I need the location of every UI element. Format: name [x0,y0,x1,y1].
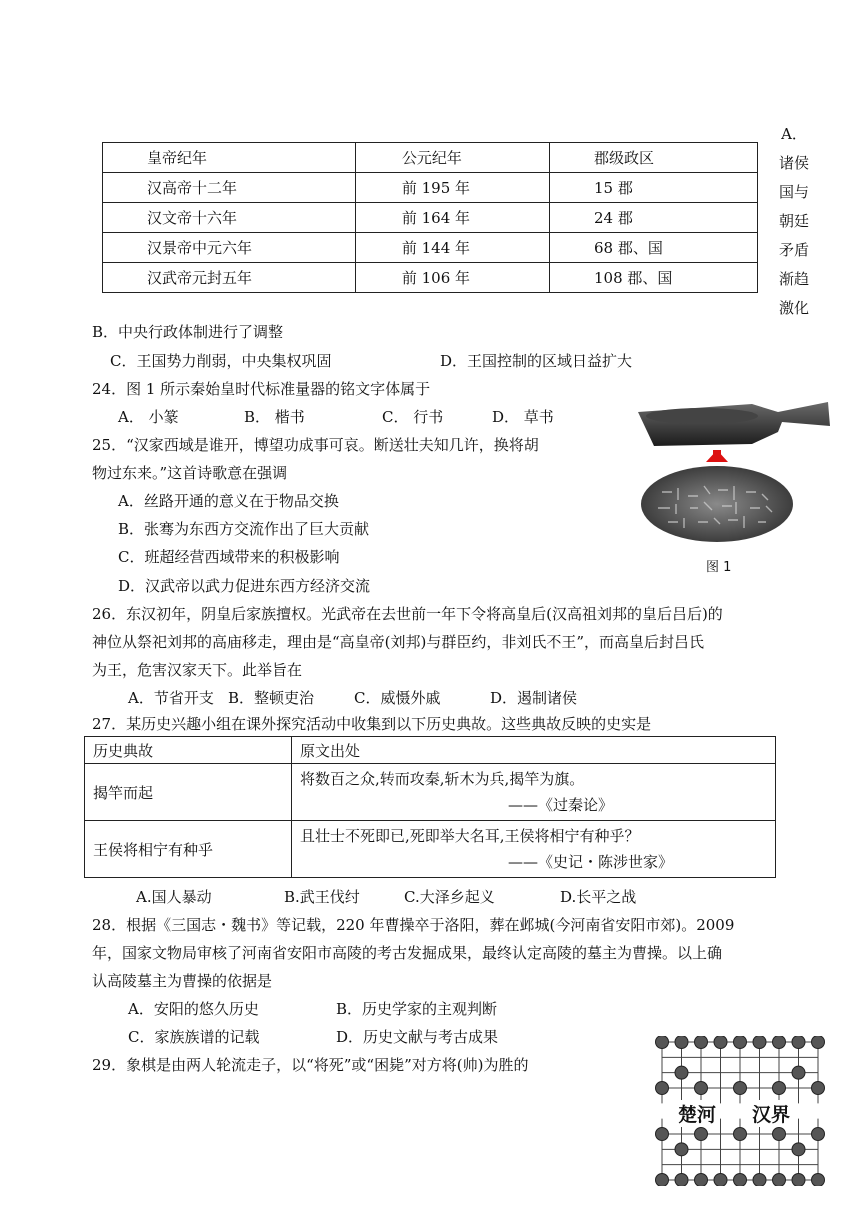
q27-allusion-table [84,736,776,878]
chess-piece [675,1036,688,1049]
option-text: 国与 [778,183,809,201]
emperor-table [102,142,758,293]
q25-stem-line1: 25．“汉家西域是谁开，博望功成事可哀。断送壮夫知几许，换将胡 [92,436,539,454]
q28-option-c: C．家族族谱的记载 [128,1028,260,1046]
table-row [103,173,758,203]
chess-piece [753,1036,766,1049]
q23-option-d: D．王国控制的区域日益扩大 [440,352,633,370]
q26-line2: 神位从祭祀刘邦的高庙移走，理由是“高皇帝(刘邦)与群臣约，非刘氏不王”，而高皇后封吕氏 [92,633,705,651]
chess-piece [714,1174,727,1187]
chess-piece [734,1082,747,1095]
table-cell [292,821,776,878]
chess-piece [675,1066,688,1079]
chess-piece [792,1036,805,1049]
chess-piece [812,1174,825,1187]
chess-piece [695,1174,708,1187]
chess-piece [675,1143,688,1156]
chess-piece [792,1066,805,1079]
chess-piece [656,1036,669,1049]
q28-option-b: B．历史学家的主观判断 [336,1000,498,1018]
table-cell: 揭竿而起 [85,764,292,821]
chess-piece [734,1128,747,1141]
q27-option-a: A.国人暴动 [136,888,212,906]
chess-piece [734,1174,747,1187]
q25-option-c: C．班超经营西域带来的积极影响 [118,548,340,566]
chess-piece [812,1082,825,1095]
quote-source: ——《史记・陈涉世家》 [508,853,674,871]
table-header-cell: 原文出处 [292,737,776,764]
table-header-cell: 公元纪年 [355,143,549,173]
option-text: 诸侯 [778,154,809,172]
q23-option-c: C．王国势力削弱，中央集权巩固 [110,352,332,370]
table-row [85,764,776,821]
q26-option-d: D．遏制诸侯 [490,689,578,707]
option-text: A． [781,125,807,143]
quote-text: 且壮士不死即已,死即举大名耳,王侯将相宁有种乎？ [300,827,640,845]
figure-1-measuring-vessel [632,396,832,576]
q24-option-b: B． 楷书 [244,408,305,426]
table-header-cell: 历史典故 [85,737,292,764]
table-cell: 前 164 年 [355,203,549,233]
q25-option-b: B．张骞为东西方交流作出了巨大贡献 [118,520,370,538]
table-cell: 汉高帝十二年 [103,173,356,203]
q25-option-d: D．汉武帝以武力促进东西方经济交流 [118,577,371,595]
q27-option-c: C.大泽乡起义 [404,888,495,906]
q28-line3: 认高陵墓主为曹操的依据是 [92,972,273,990]
option-text: 激化 [778,299,809,317]
q23-option-a [774,120,814,323]
table-cell: 15 郡 [549,173,757,203]
q28-line2: 年，国家文物局审核了河南省安阳市高陵的考古发掘成果，最终认定高陵的墓主为曹操。以上确 [92,944,723,962]
q26-option-c: C．威慑外戚 [354,689,441,707]
table-cell [292,764,776,821]
q28-option-a: A．安阳的悠久历史 [128,1000,259,1018]
chess-piece [792,1143,805,1156]
chess-piece [792,1174,805,1187]
table-header-row [103,143,758,173]
table-header-cell: 皇帝纪年 [103,143,356,173]
chess-piece [773,1082,786,1095]
table-row [103,233,758,263]
quote-text: 将数百之众,转而攻秦,斩木为兵,揭竿为旗。 [300,770,585,788]
table-cell: 108 郡、国 [549,263,757,293]
q25-stem-line2: 物过东来。”这首诗歌意在强调 [92,464,288,482]
river-label-han: 汉界 [750,1100,792,1127]
option-text: 渐趋 [778,270,809,288]
q29-stem: 29．象棋是由两人轮流走子，以“将死”或“困毙”对方将(帅)为胜的 [92,1056,529,1074]
q23-option-b: B．中央行政体制进行了调整 [92,323,284,341]
chess-piece [714,1036,727,1049]
q26-line3: 为王，危害汉家天下。此举旨在 [92,661,303,679]
chess-piece [812,1036,825,1049]
option-text: 矛盾 [778,241,809,259]
option-text: 朝廷 [778,212,809,230]
table-cell: 汉武帝元封五年 [103,263,356,293]
chess-piece [695,1082,708,1095]
q28-option-d: D．历史文献与考古成果 [336,1028,499,1046]
table-header-row [85,737,776,764]
q26-option-a: A．节省开支 [128,689,214,707]
chess-piece [812,1128,825,1141]
table-cell: 24 郡 [549,203,757,233]
quote-source: ——《过秦论》 [508,796,614,814]
q24-option-a: A． 小篆 [118,408,179,426]
table-cell: 前 195 年 [355,173,549,203]
figure-1-caption: 图 1 [706,560,732,575]
table-cell: 前 144 年 [355,233,549,263]
q27-option-b: B.武王伐纣 [284,888,360,906]
chess-piece [656,1128,669,1141]
chess-piece [753,1174,766,1187]
q24-option-c: C． 行书 [382,408,444,426]
chess-piece [773,1174,786,1187]
chessboard-image [654,1036,826,1186]
chess-piece [695,1128,708,1141]
chess-piece [656,1082,669,1095]
table-row [85,821,776,878]
q27-option-d: D.长平之战 [560,888,637,906]
chess-piece [656,1174,669,1187]
table-cell: 68 郡、国 [549,233,757,263]
q27-stem: 27．某历史兴趣小组在课外探究活动中收集到以下历史典故。这些典故反映的史实是 [92,715,652,733]
chess-piece [734,1036,747,1049]
chess-piece [675,1174,688,1187]
table-cell: 王侯将相宁有种乎 [85,821,292,878]
q26-option-b: B．整顿吏治 [228,689,315,707]
table-cell: 汉文帝十六年 [103,203,356,233]
table-header-cell: 郡级政区 [549,143,757,173]
q26-line1: 26．东汉初年，阴皇后家族擅权。光武帝在去世前一年下令将高皇后(汉高祖刘邦的皇后吕后)的 [92,605,723,623]
q24-option-d: D． 草书 [492,408,554,426]
q24-stem: 24．图 1 所示秦始皇时代标准量器的铭文字体属于 [92,380,431,398]
table-cell: 前 106 年 [355,263,549,293]
measuring-vessel-image [632,396,832,576]
q25-option-a: A．丝路开通的意义在于物品交换 [118,492,339,510]
chess-piece [773,1036,786,1049]
table-cell: 汉景帝中元六年 [103,233,356,263]
table-row [103,203,758,233]
chess-piece [773,1128,786,1141]
q28-line1: 28．根据《三国志・魏书》等记载，220 年曹操卒于洛阳，葬在邺城(今河南省安阳市郊)。2009 [92,916,735,934]
chess-piece [695,1036,708,1049]
table-row [103,263,758,293]
river-label-chu: 楚河 [676,1100,718,1127]
